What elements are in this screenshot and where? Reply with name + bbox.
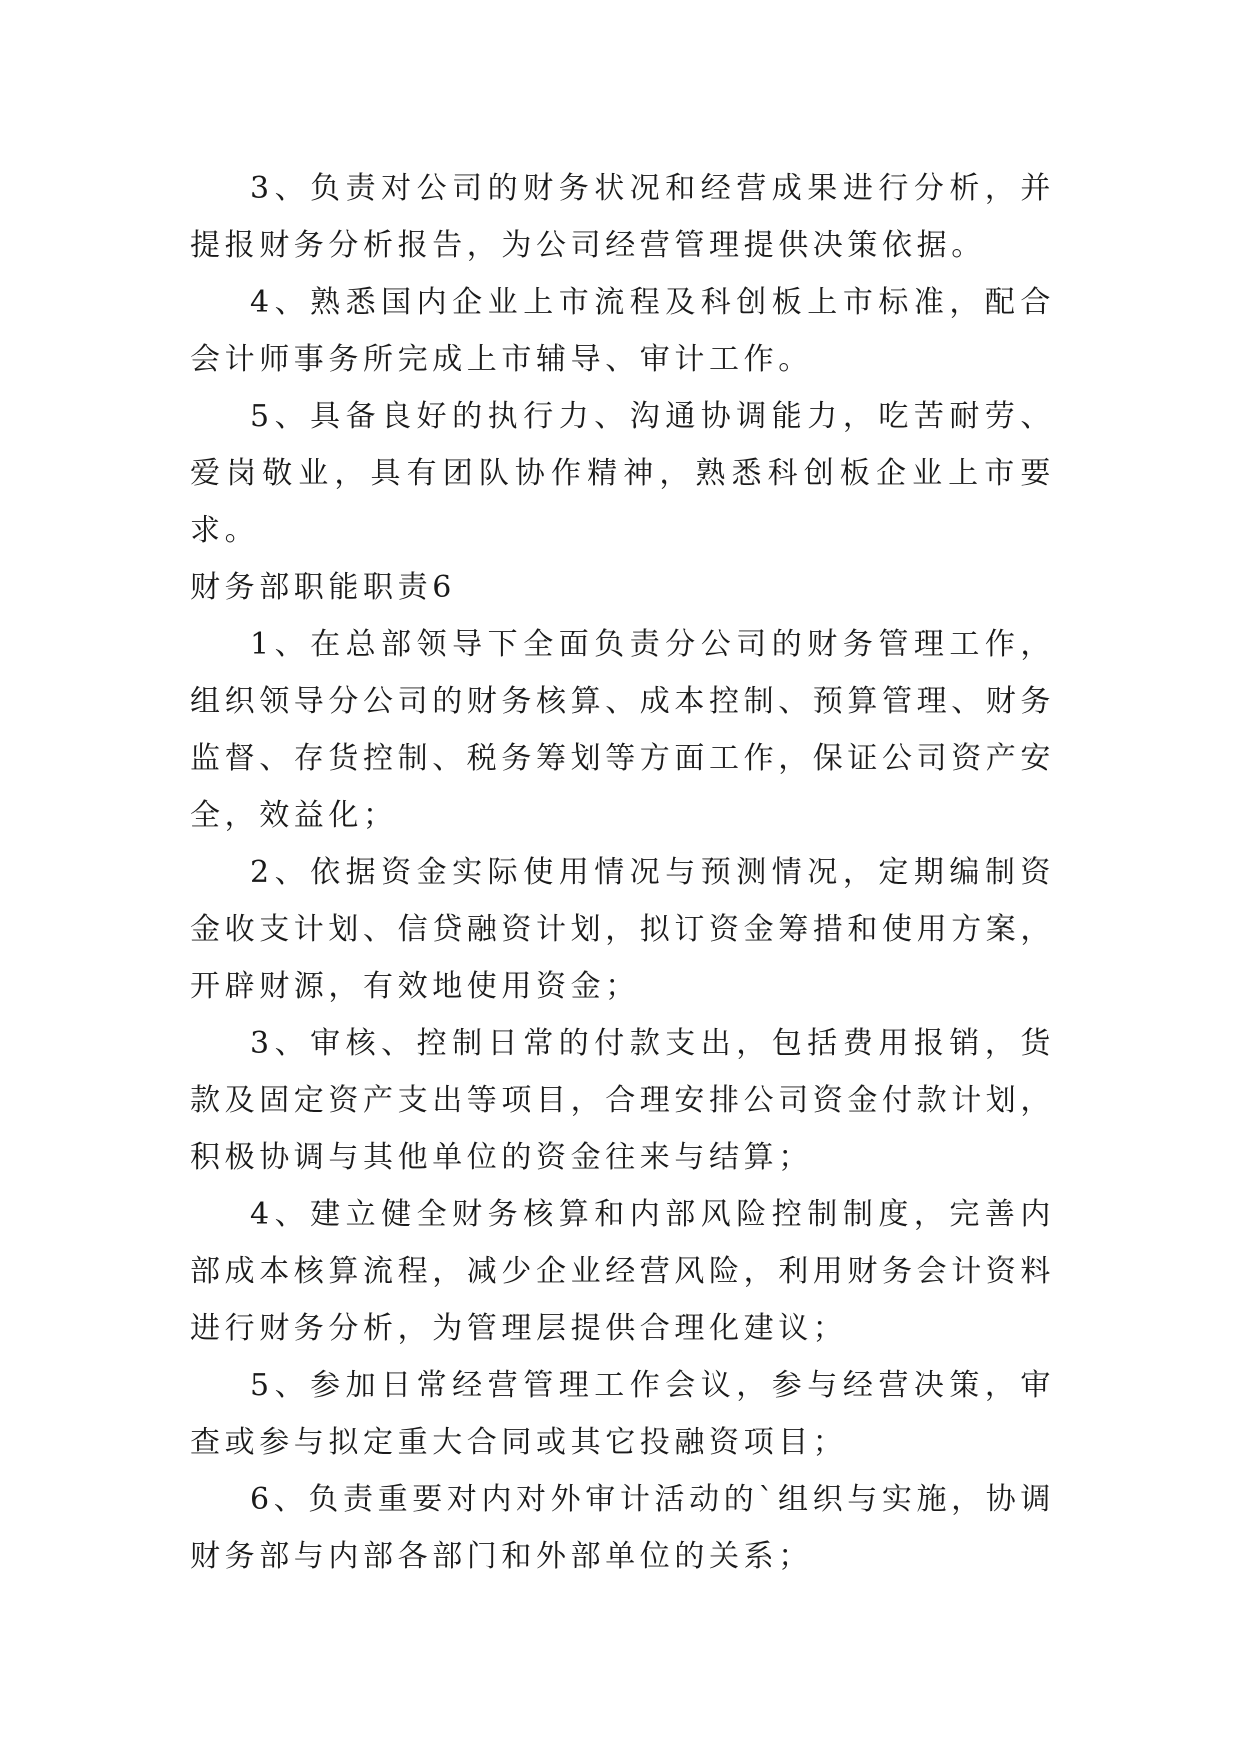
paragraph: 3、审核、控制日常的付款支出，包括费用报销，货款及固定资产支出等项目，合理安排公司资金付款计划，积极协调与其他单位的资金往来与结算； — [190, 1026, 1055, 1175]
section-heading: 财务部职能职责6 — [190, 570, 456, 605]
paragraph: 3、负责对公司的财务状况和经营成果进行分析，并提报财务分析报告，为公司经营管理提供决策依据。 — [190, 171, 1055, 263]
paragraph: 4、熟悉国内企业上市流程及科创板上市标准，配合会计师事务所完成上市辅导、审计工作。 — [190, 285, 1055, 377]
paragraph: 2、依据资金实际使用情况与预测情况，定期编制资金收支计划、信贷融资计划，拟订资金筹措和使用方案，开辟财源，有效地使用资金； — [190, 855, 1055, 1004]
paragraph: 6、负责重要对内对外审计活动的`组织与实施，协调财务部与内部各部门和外部单位的关系； — [190, 1482, 1055, 1574]
document-body — [190, 160, 1055, 1585]
paragraph: 1、在总部领导下全面负责分公司的财务管理工作，组织领导分公司的财务核算、成本控制、预算管理、财务监督、存货控制、税务筹划等方面工作，保证公司资产安全，效益化； — [190, 627, 1055, 833]
paragraph: 4、建立健全财务核算和内部风险控制制度，完善内部成本核算流程，减少企业经营风险，利用财务会计资料进行财务分析，为管理层提供合理化建议； — [190, 1197, 1055, 1346]
paragraph: 5、具备良好的执行力、沟通协调能力，吃苦耐劳、爱岗敬业，具有团队协作精神，熟悉科创板企业上市要求。 — [190, 399, 1055, 548]
paragraph: 5、参加日常经营管理工作会议，参与经营决策，审查或参与拟定重大合同或其它投融资项目； — [190, 1368, 1055, 1460]
